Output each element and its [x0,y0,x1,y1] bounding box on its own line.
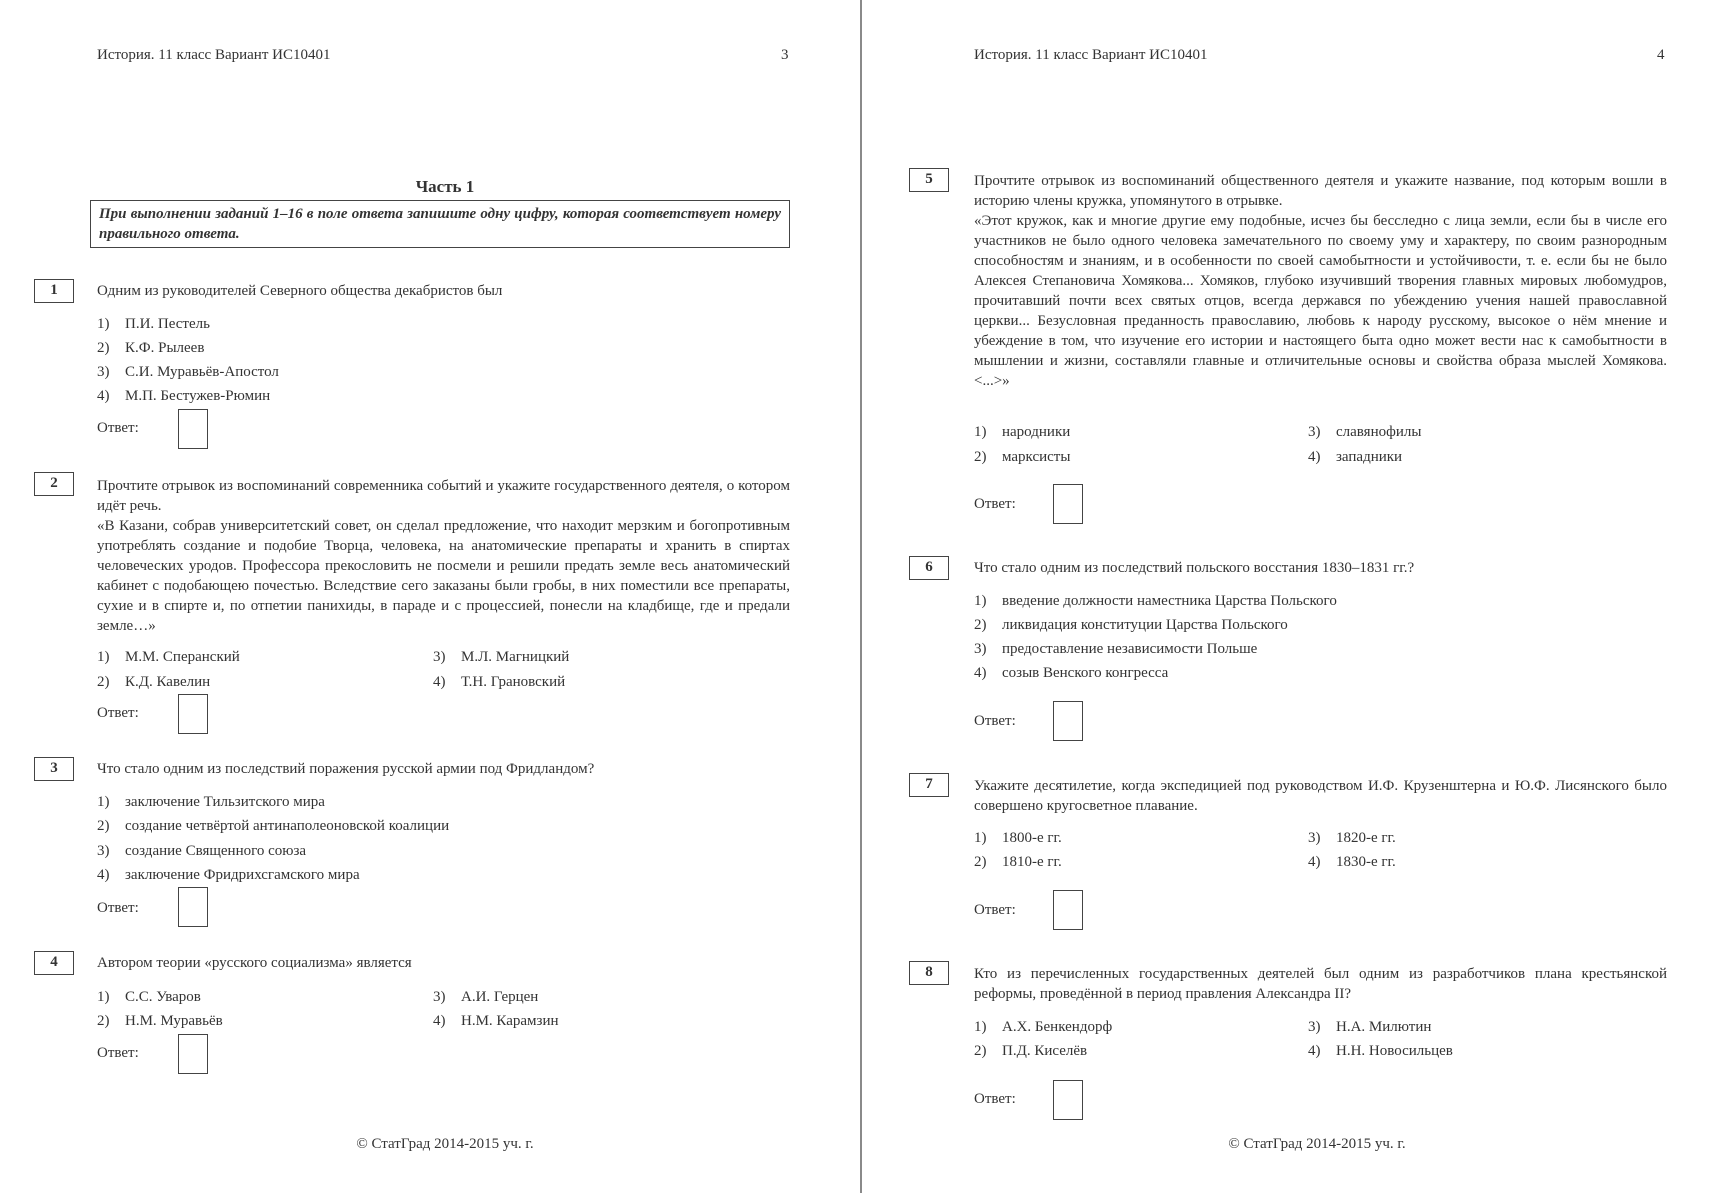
question-text: Что стало одним из последствий польского восстания 1830–1831 гг.? [974,560,1415,576]
answer-label: Ответ: [974,713,1016,729]
option: 2) К.Ф. Рылеев [97,340,205,356]
option: 2) марксисты [974,449,1071,465]
answer-label: Ответ: [97,900,139,916]
option: 1) П.И. Пестель [97,316,210,332]
question-text: Одним из руководителей Северного общества декабристов был [97,283,503,299]
option: 1) введение должности наместника Царства Польского [974,593,1337,609]
option: 4) созыв Венского конгресса [974,665,1169,681]
question-text: Укажите десятилетие, когда экспедицией под руководством И.Ф. Крузенштерна и Ю.Ф. Лисянского было совершено кругосветное плавание. [974,778,1667,814]
option: 3) А.И. Герцен [433,989,539,1005]
page-right [862,0,1722,1193]
question-number: 1 [34,279,74,303]
page-number: 4 [1657,47,1665,63]
answer-label: Ответ: [97,705,139,721]
page-number: 3 [781,47,789,63]
question-number: 6 [909,556,949,580]
option: 3) предоставление независимости Польше [974,641,1258,657]
option: 2) К.Д. Кавелин [97,674,211,690]
question-number: 5 [909,168,949,192]
option: 2) ликвидация конституции Царства Польского [974,617,1288,633]
question-number: 7 [909,773,949,797]
option: 3) 1820-е гг. [1308,830,1396,846]
question-text: Прочтите отрывок из воспоминаний общественного деятеля и укажите название, под которым вошли в историю члены кружка, упомянутого в отрывке. [974,173,1667,209]
instruction: При выполнении заданий 1–16 в поле ответа запишите одну цифру, которая соответствует номеру правильного ответа. [90,200,790,248]
answer-label: Ответ: [97,1045,139,1061]
option: 2) создание четвёртой антинаполеоновской коалиции [97,818,450,834]
answer-box[interactable] [178,694,208,734]
option: 4) Н.М. Карамзин [433,1013,559,1029]
option: 1) А.Х. Бенкендорф [974,1019,1113,1035]
option: 4) заключение Фридрихсгамского мира [97,867,360,883]
question-text: Что стало одним из последствий поражения русской армии под Фридландом? [97,761,595,777]
option: 4) западники [1308,449,1403,465]
answer-box[interactable] [1053,890,1083,930]
answer-box[interactable] [1053,1080,1083,1120]
question-number: 2 [34,472,74,496]
answer-box[interactable] [178,887,208,927]
option: 1) народники [974,424,1071,440]
question-text: Кто из перечисленных государственных деятелей был одним из разработчиков плана крестьянской реформы, проведённой в период правления Александра II? [974,966,1667,1002]
answer-box[interactable] [178,1034,208,1074]
question-text: Прочтите отрывок из воспоминаний современника событий и укажите государственного деятеля, о котором идёт речь. [97,478,790,514]
option: 1) М.М. Сперанский [97,649,240,665]
question-quote: «Этот кружок, как и многие другие ему подобные, исчез бы бесследно с лица земли, если бы в числе его участников не было одного человека замечательного по своему уму и характеру, по своим разнородным способностям и знаниям, и в особенности по своей самобытности и устойчивости, т. е. если бы не было Алексея Степановича Хомякова... Хомяков, глубоко изучивший творения главных мировых любомудров, прочитавший почти всех святых отцов, всегда держався по убеждению учения нашей православной церкви... Безусловная преданность православию, любовь к народу русскому, высокое о нём мнение и убеждение в том, что изучение его истории и настоящего быта одно может вести нас к самобытности в мышлении и жизни, составляли главные и отличительные основы и свойства образа мыслей Хомякова. <...>» [974,213,1667,389]
answer-box[interactable] [1053,484,1083,524]
option: 4) М.П. Бестужев-Рюмин [97,388,271,404]
part-title: Часть 1 [415,177,475,196]
option: 4) Т.Н. Грановский [433,674,566,690]
answer-label: Ответ: [974,1091,1016,1107]
answer-label: Ответ: [97,420,139,436]
option: 2) 1810-е гг. [974,854,1062,870]
question-number: 8 [909,961,949,985]
option: 3) М.Л. Магницкий [433,649,570,665]
option: 3) создание Священного союза [97,843,307,859]
option: 2) П.Д. Киселёв [974,1043,1088,1059]
answer-box[interactable] [178,409,208,449]
answer-label: Ответ: [974,496,1016,512]
option: 4) 1830-е гг. [1308,854,1396,870]
question-number: 3 [34,757,74,781]
option: 3) славянофилы [1308,424,1422,440]
question-number: 4 [34,951,74,975]
option: 1) 1800-е гг. [974,830,1062,846]
question-quote: «В Казани, собрав университетский совет, он сделал предложение, что находит мерзким и богопротивным употреблять создание и подобие Творца, человека, на анатомические препараты и хранить в спиртах человеческих уродов. Профессора прекословить не посмели и решили предать земле весь анатомический кабинет с подобающею почестью. Вследствие сего заказаны были гробы, в них поместили все препараты, сухие и в спирте и, по отпетии панихиды, в параде и с процессией, понесли на кладбище, где и предали земле…» [97,518,790,634]
answer-label: Ответ: [974,902,1016,918]
question-text: Автором теории «русского социализма» является [97,955,412,971]
header-title: История. 11 класс Вариант ИС10401 [97,47,331,63]
option: 1) заключение Тильзитского мира [97,794,325,810]
option: 1) С.С. Уваров [97,989,201,1005]
option: 3) С.И. Муравьёв-Апостол [97,364,279,380]
option: 2) Н.М. Муравьёв [97,1013,223,1029]
option: 4) Н.Н. Новосильцев [1308,1043,1453,1059]
answer-box[interactable] [1053,701,1083,741]
page-left [0,0,860,1193]
footer-copyright: © СтатГрад 2014-2015 уч. г. [1228,1136,1406,1152]
header-title: История. 11 класс Вариант ИС10401 [974,47,1208,63]
option: 3) Н.А. Милютин [1308,1019,1432,1035]
footer-copyright: © СтатГрад 2014-2015 уч. г. [356,1136,534,1152]
